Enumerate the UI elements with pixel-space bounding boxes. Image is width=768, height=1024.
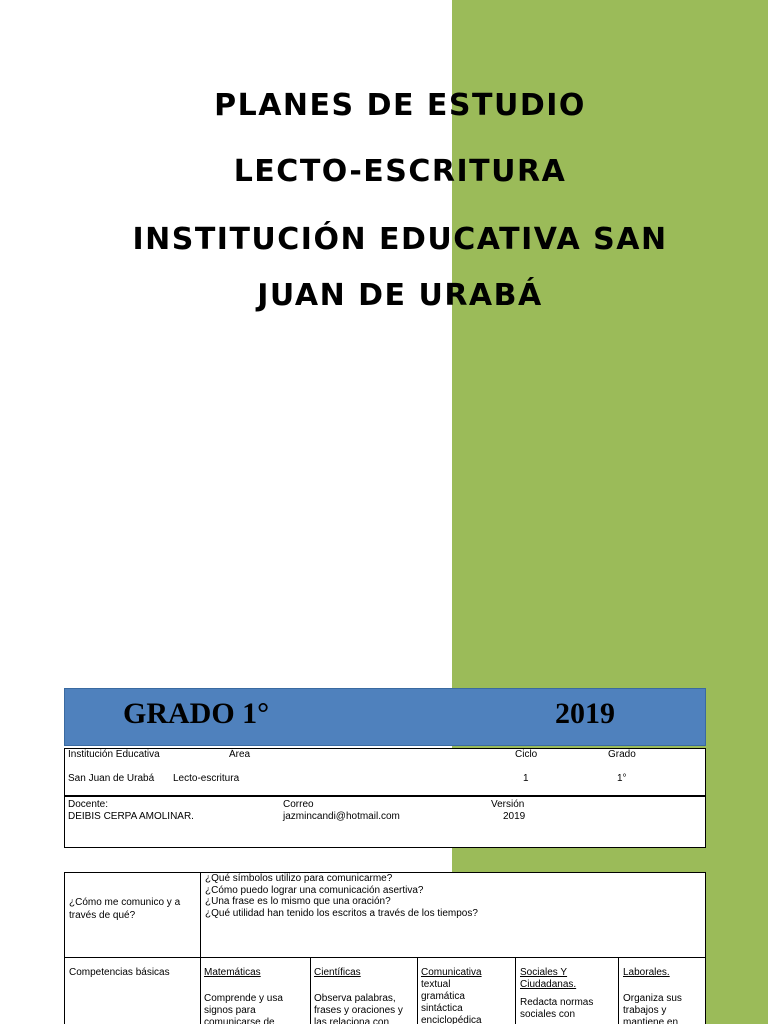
competencia-heading: Comunicativa (421, 967, 482, 978)
grado-info-label: Grado (608, 749, 636, 760)
docente-label: Docente: (68, 799, 109, 810)
title-line-3: INSTITUCIÓN EDUCATIVA SAN (132, 222, 668, 257)
institucion-label: Institución Educativa (68, 749, 160, 760)
competencia-comunicativa (421, 967, 513, 1024)
institution-info-box (64, 748, 706, 796)
competencia-laborales (623, 967, 703, 1024)
institucion-value: San Juan de Urabá (68, 773, 155, 784)
competencia-text: mantiene en (623, 1017, 679, 1024)
grado-label: GRADO 1° (123, 697, 270, 730)
question-list (205, 873, 478, 919)
competencia-text: comunicarse de (204, 1017, 275, 1024)
docente-info-box (64, 796, 706, 848)
title-line-4: JUAN DE URABÁ (257, 278, 543, 313)
question-item: ¿Qué utilidad han tenido los escritos a través de los tiempos? (205, 907, 478, 919)
question-item: ¿Qué símbolos utilizo para comunicarme? (205, 873, 393, 884)
table-divider (515, 957, 516, 1024)
competencia-heading: Sociales Y Ciudadanas. (520, 967, 577, 990)
competencia-heading: Científicas (314, 967, 361, 978)
competencia-cientificas (314, 967, 415, 1024)
ciclo-value: 1 (523, 773, 529, 784)
competencia-heading: Laborales. (623, 967, 670, 978)
correo-label: Correo (283, 799, 314, 810)
ciclo-label: Ciclo (515, 749, 538, 760)
grado-year: 2019 (555, 697, 615, 730)
table-divider (200, 873, 201, 1024)
competencias-table (64, 872, 706, 1024)
table-divider (310, 957, 311, 1024)
competencia-text: trabajos y (623, 1005, 667, 1016)
competencia-text: frases y oraciones y (314, 1005, 403, 1016)
competencia-text: signos para (204, 1005, 256, 1016)
docente-value: DEIBIS CERPA AMOLINAR. (68, 811, 194, 822)
competencia-matematicas (204, 967, 308, 1024)
competencia-sociales (520, 967, 616, 1021)
title-line-1: PLANES DE ESTUDIO (214, 88, 586, 123)
competencia-text: sociales con (520, 1009, 576, 1020)
version-value: 2019 (503, 811, 526, 822)
grado-value: 1° (617, 773, 627, 784)
title-line-2: LECTO-ESCRITURA (233, 154, 567, 189)
question-item: ¿Una frase es lo mismo que una oración? (205, 896, 391, 907)
competencia-heading: Matemáticas (204, 967, 261, 978)
table-divider (618, 957, 619, 1024)
table-divider (65, 957, 705, 958)
grado-banner (64, 688, 706, 746)
version-label: Versión (491, 799, 525, 810)
correo-value: jazmincandi@hotmail.com (283, 811, 400, 822)
competencia-text: Comprende y usa (204, 993, 283, 1004)
competencias-label: Competencias básicas (69, 967, 170, 978)
competencia-text: Observa palabras, (314, 993, 396, 1004)
competencia-text: Organiza sus (623, 993, 682, 1004)
area-value: Lecto-escritura (173, 773, 240, 784)
question-label: ¿Cómo me comunico y a través de qué? (69, 897, 181, 921)
competencia-text: gramática (421, 991, 465, 1002)
table-divider (417, 957, 418, 1024)
competencia-text: las relaciona con (314, 1017, 390, 1024)
competencia-text: sintáctica (421, 1003, 463, 1014)
question-item: ¿Cómo puedo lograr una comunicación asertiva? (205, 884, 424, 896)
competencia-text: Redacta normas (520, 997, 594, 1008)
area-label: Área (229, 749, 251, 760)
competencia-text: enciclopédica (421, 1015, 482, 1024)
competencia-text: textual (421, 979, 451, 990)
